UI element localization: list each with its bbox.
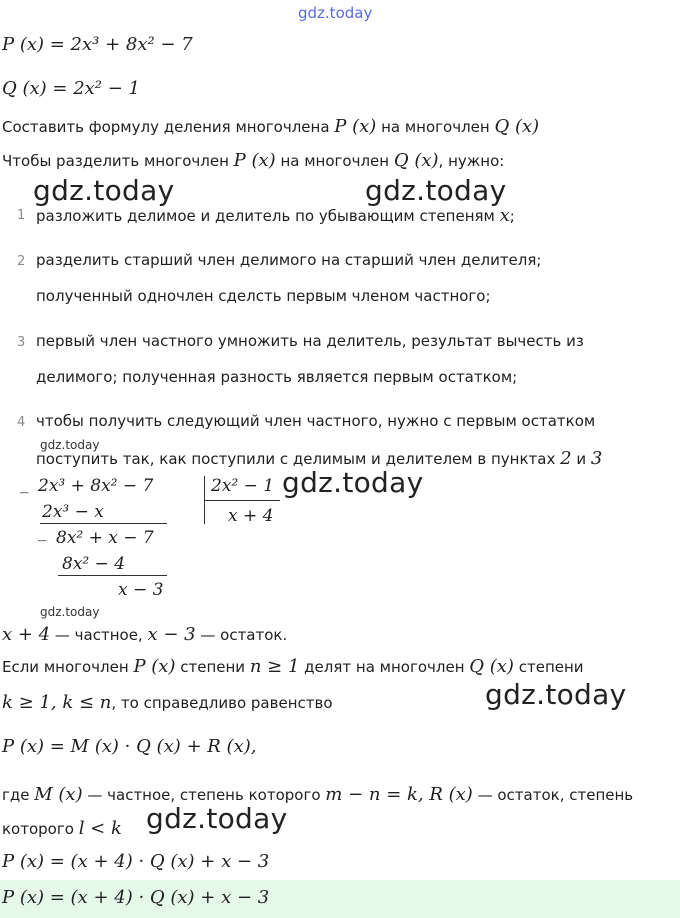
theorem-math: Q (x) <box>469 656 514 677</box>
division-remainder: x − 3 <box>118 580 164 600</box>
division-line <box>40 523 167 524</box>
intro-line <box>2 150 504 171</box>
theorem-math: m − n = k, R (x) <box>325 784 473 805</box>
step-number: 1 <box>17 208 26 223</box>
theorem-text: степени <box>175 658 250 676</box>
task-math: Q (x) <box>494 116 540 137</box>
q-definition: Q (x) = 2x² − 1 <box>2 78 140 99</box>
step-number: 4 <box>17 415 26 430</box>
step-number: 2 <box>17 254 26 269</box>
step-text: первый член частного умножить на делитель, результат вычесть из <box>36 332 584 350</box>
division-line <box>204 500 280 501</box>
theorem-text: делят на многочлен <box>299 658 470 676</box>
result-text: — частное, <box>50 626 148 644</box>
division-quotient: x + 4 <box>228 506 274 526</box>
theorem-line <box>2 692 333 713</box>
division-subtrahend: 8x² − 4 <box>62 554 126 574</box>
watermark-top: gdz.today <box>298 4 373 22</box>
theorem-math: k ≥ 1, k ≤ n <box>2 692 112 713</box>
result-math: x − 3 <box>147 624 196 645</box>
division-line <box>58 575 167 576</box>
watermark: gdz.today <box>365 174 507 207</box>
division-minus-sign: _ <box>38 522 47 542</box>
division-dividend: 2x³ + 8x² − 7 <box>38 476 154 496</box>
theorem-math: M (x) <box>34 784 83 805</box>
result-text: — остаток. <box>195 626 288 644</box>
result-line <box>2 624 287 645</box>
task-math: P (x) <box>334 116 377 137</box>
intro-text: Чтобы разделить многочлен <box>2 152 234 170</box>
step-text: полученный одночлен сделсть первым членом частного; <box>36 287 491 305</box>
theorem-line <box>2 656 584 677</box>
watermark: gdz.today <box>485 678 627 711</box>
watermark: gdz.today <box>282 466 424 499</box>
division-subtrahend: 2x³ − x <box>42 502 104 522</box>
theorem-text: где <box>2 786 35 804</box>
step-text: ; <box>509 207 515 225</box>
step-number: 3 <box>17 335 26 350</box>
step-math: x <box>499 205 510 226</box>
theorem-math: n ≥ 1 <box>249 656 300 677</box>
task-text: Составить формулу деления многочлена <box>2 118 335 136</box>
task-line <box>2 116 539 137</box>
theorem-text: — остаток, степень <box>472 786 634 804</box>
division-remainder: 8x² + x − 7 <box>56 528 154 548</box>
theorem-text: степени <box>513 658 584 676</box>
watermark-small: gdz.today <box>40 605 100 619</box>
answer-formula: P (x) = (x + 4) · Q (x) + x − 3 <box>2 887 270 908</box>
theorem-math: l < k <box>78 818 122 839</box>
division-minus-sign: _ <box>20 474 29 494</box>
intro-math: P (x) <box>233 150 276 171</box>
theorem-text: , то справедливо равенство <box>111 694 333 712</box>
watermark-small: gdz.today <box>40 438 100 452</box>
p-definition: P (x) = 2x³ + 8x² − 7 <box>2 34 193 55</box>
theorem-formula: P (x) = M (x) · Q (x) + R (x), <box>2 736 257 757</box>
step-text <box>36 205 515 226</box>
theorem-text: Если многочлен <box>2 658 134 676</box>
step-text: и <box>571 450 591 468</box>
step-text: разложить делимое и делитель по убывающим степеням <box>36 207 500 225</box>
theorem-text: — частное, степень которого <box>82 786 326 804</box>
watermark: gdz.today <box>33 174 175 207</box>
theorem-text: которого <box>2 820 79 838</box>
division-divisor: 2x² − 1 <box>211 476 275 496</box>
theorem-line <box>2 784 633 805</box>
step-text: разделить старший член делимого на старший член делителя; <box>36 251 542 269</box>
theorem-line <box>2 818 122 839</box>
step-text: поступить так, как поступили с делимым и делителем в пунктах <box>36 450 561 468</box>
step-text <box>36 448 602 469</box>
step-text: чтобы получить следующий член частного, нужно с первым остатком <box>36 412 596 430</box>
intro-text: , нужно: <box>438 152 505 170</box>
step-math: 2 <box>560 448 572 469</box>
task-text: на многочлен <box>376 118 495 136</box>
intro-math: Q (x) <box>393 150 439 171</box>
step-text: делимого; полученная разность является первым остатком; <box>36 368 518 386</box>
theorem-math: P (x) <box>133 656 176 677</box>
step-math: 3 <box>590 448 603 469</box>
watermark: gdz.today <box>146 802 288 835</box>
intro-text: на многочлен <box>275 152 394 170</box>
final-formula: P (x) = (x + 4) · Q (x) + x − 3 <box>2 851 270 872</box>
result-math: x + 4 <box>2 624 51 645</box>
